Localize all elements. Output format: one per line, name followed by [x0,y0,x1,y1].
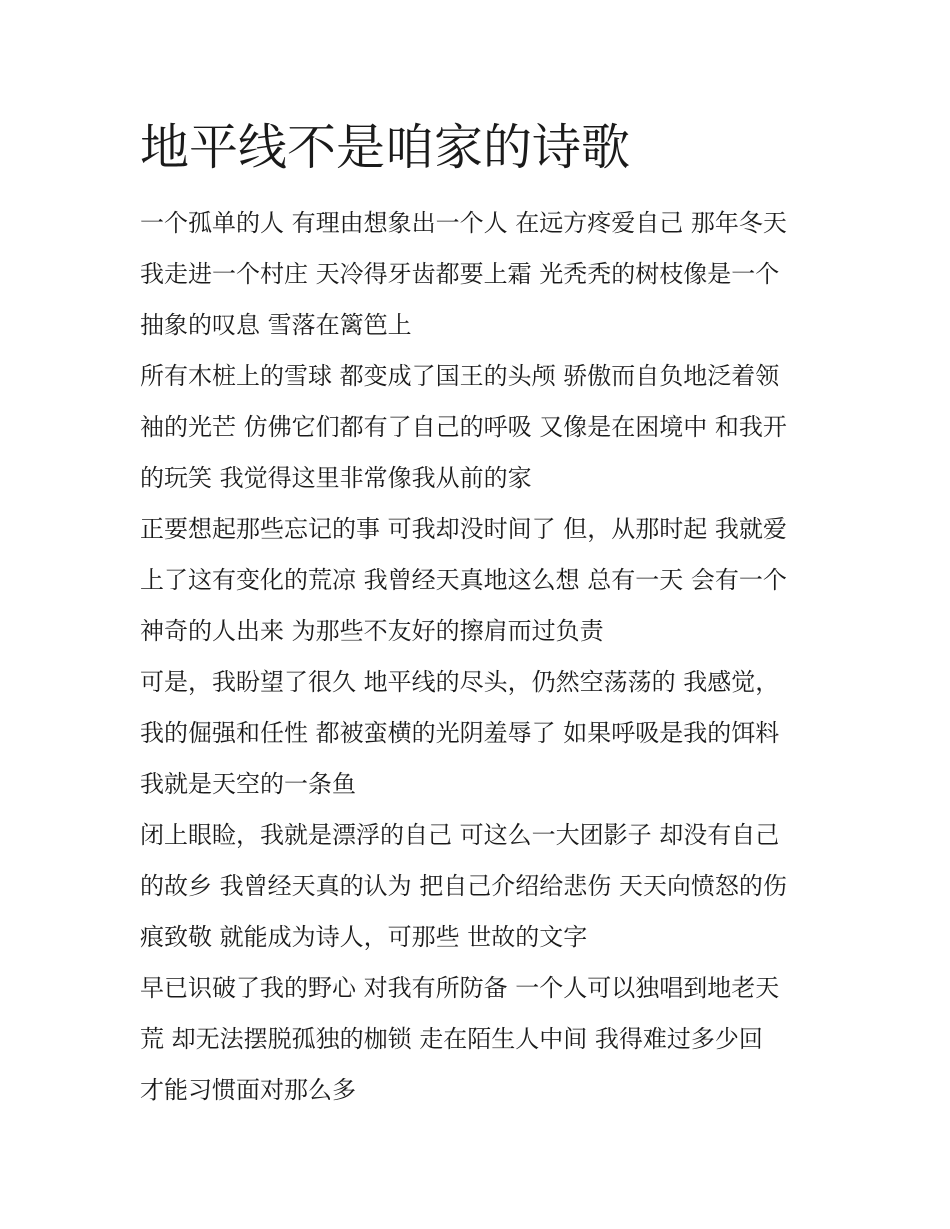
poem-line: 神奇的人出来 为那些不友好的擦肩而过负责 [140,617,604,645]
poem-body [140,198,820,1116]
poem-line: 荒 却无法摆脱孤独的枷锁 走在陌生人中间 我得难过多少回 [140,1025,763,1053]
poem-line: 袖的光芒 仿佛它们都有了自己的呼吸 又像是在困境中 和我开 [140,413,787,441]
poem-line: 的玩笑 我觉得这里非常像我从前的家 [140,464,532,492]
poem-line: 正要想起那些忘记的事 可我却没时间了 但，从那时起 我就爱 [140,515,787,543]
poem-line: 我就是天空的一条鱼 [140,770,356,798]
poem-line: 痕致敬 就能成为诗人，可那些 世故的文字 [140,923,588,951]
poem-line: 早已识破了我的野心 对我有所防备 一个人可以独唱到地老天 [140,974,780,1002]
poem-line: 抽象的叹息 雪落在篱笆上 [140,311,412,339]
poem-line: 的故乡 我曾经天真的认为 把自己介绍给悲伤 天天向愤怒的伤 [140,872,787,900]
poem-line: 所有木桩上的雪球 都变成了国王的头颅 骄傲而自负地泛着领 [140,362,780,390]
poem-line: 我的倔强和任性 都被蛮横的光阴羞辱了 如果呼吸是我的饵料 [140,719,780,747]
poem-line: 才能习惯面对那么多 [140,1076,356,1104]
poem-line: 上了这有变化的荒凉 我曾经天真地这么想 总有一天 会有一个 [140,566,787,594]
poem-line: 可是，我盼望了很久 地平线的尽头，仍然空荡荡的 我感觉， [140,668,780,696]
page-title: 地平线不是咱家的诗歌 [140,119,631,176]
poem-line: 闭上眼睑，我就是漂浮的自己 可这么一大团影子 却没有自己 [140,821,780,849]
poem-line: 我走进一个村庄 天冷得牙齿都要上霜 光秃秃的树枝像是一个 [140,260,780,288]
poem-line: 一个孤单的人 有理由想象出一个人 在远方疼爱自己 那年冬天 [140,209,787,237]
